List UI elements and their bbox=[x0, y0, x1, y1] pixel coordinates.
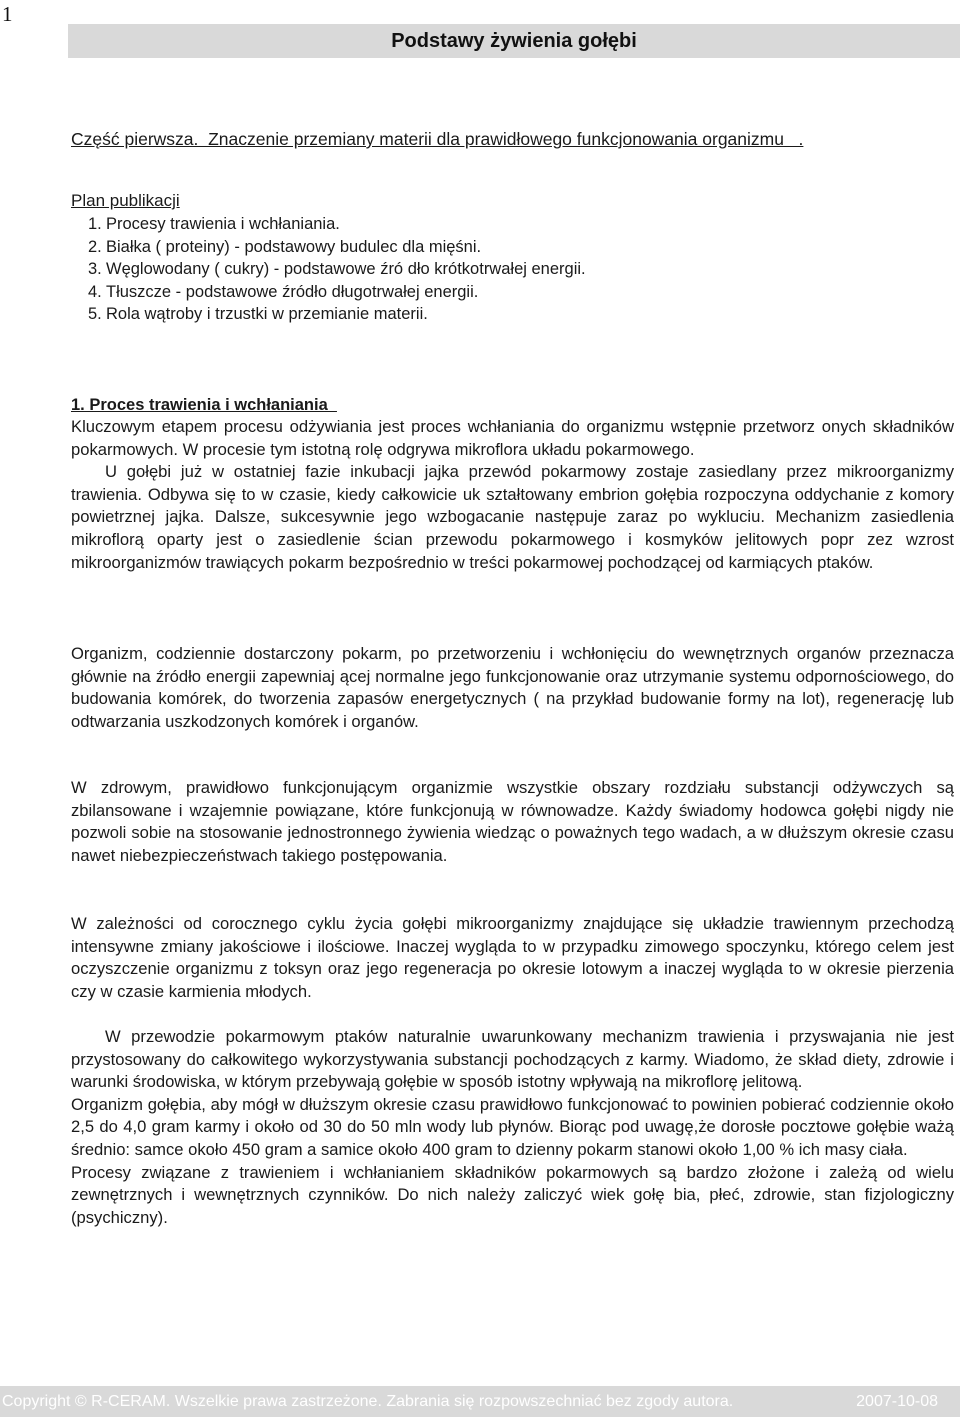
plan-item-text: Procesy trawienia i wchłaniania. bbox=[106, 215, 340, 233]
text-block bbox=[71, 777, 954, 867]
plan-item bbox=[88, 303, 586, 326]
text-block bbox=[71, 643, 954, 733]
paragraph: Kluczowym etapem procesu odżywiania jest proces wchłaniania do organizmu wstępnie przetworz onych składników pokarmowych. W procesie tym istotną rolę odgrywa mikroflora układu pokarmowego. bbox=[71, 417, 954, 459]
plan-header: Plan publikacji bbox=[71, 191, 180, 210]
paragraph: U gołębi już w ostatniej fazie inkubacji jajka przewód pokarmowy zostaje zasiedlany przez mikroorganizmy trawienia. Odbywa się to w czasie, kiedy całkowicie uk ształtowany embrion gołębia rozpoczyna oddychanie z komory powietrznej jajka. Dalsze, sukcesywnie jego wzbogacanie następuje zaraz po wykluciu. Mechanizm zasiedlenia mikroflorą oparty jest o zasiedlenie ścian przewodu pokarmowego i kosmyków jelitowych popr zez wzrost mikroorganizmów trawiących pokarm bezpośrednio w treści pokarmowej pochodzącej od karmiących ptaków. bbox=[71, 462, 954, 572]
copyright-notice: Copyright © R-CERAM. Wszelkie prawa zastrzeżone. Zabrania się rozpowszechniać bez zgody autora. bbox=[2, 1393, 734, 1410]
plan-item-number: 1. bbox=[88, 215, 102, 233]
paragraph: W przewodzie pokarmowym ptaków naturalnie uwarunkowany mechanizm trawienia i przyswajania nie jest przystosowany do całkowitego wykorzystywania substancji pochodzących z karmy. Wiadomo, że skład diety, zdrowie i warunki środowiska, w którym przebywają gołębie w sposób istotny wpływają na mikroflorę jelitową. bbox=[71, 1027, 954, 1092]
footer-date: 2007-10-08 bbox=[856, 1393, 938, 1410]
plan-item bbox=[88, 258, 586, 281]
document-subtitle: Część pierwsza. Znaczenie przemiany materii dla prawidłowego funkcjonowania organizmu . bbox=[71, 129, 804, 149]
text-block bbox=[71, 913, 954, 1003]
text-block bbox=[71, 1026, 954, 1229]
footer bbox=[0, 1386, 960, 1417]
plan-item-text: Białka ( proteiny) - podstawowy budulec dla mięśni. bbox=[106, 237, 482, 256]
section-heading: 1. Proces trawienia i wchłaniania bbox=[71, 396, 337, 414]
paragraph: Procesy związane z trawieniem i wchłanianiem składników pokarmowych są bardzo złożone i zależą od wielu zewnętrznych i wewnętrznych czynników. Do nich należy zaliczyć wiek gołę bia, płeć, zdrowie, stan fizjologiczny (psychiczny). bbox=[71, 1162, 954, 1227]
plan-item-text: Rola wątroby i trzustki w przemianie materii. bbox=[106, 305, 428, 323]
plan-item bbox=[88, 281, 586, 304]
plan-item-text: Tłuszcze - podstawowe źródło długotrwałej energii. bbox=[106, 282, 479, 301]
plan-item-number: 5. bbox=[88, 305, 102, 323]
paragraph: Organizm gołębia, aby mógł w dłuższym okresie czasu prawidłowo funkcjonować to powinien pobierać codziennie około 2,5 do 4,0 gram karmy i około od 30 do 50 mln wody lub płynów. Biorąc pod uwagę,że dorosłe pocztowe gołębie ważą średnio: samce około 450 gram a samice około 400 gram to dzienny pokarm stanowi około 1,00 % ich masy ciała. bbox=[71, 1094, 954, 1159]
paragraph: Organizm, codziennie dostarczony pokarm, po przetworzeniu i wchłonięciu do wewnętrznych organów przeznacza głównie na źródło energii zapewniaj ącej normalne jego funkcjonowanie oraz utrzymanie systemu odpornościowego, do budowania komórek, do tworzenia zapasów energetycznych ( na przykład budowanie formy na lot), regenerację lub odtwarzania uszkodzonych komórek i organów. bbox=[71, 644, 954, 731]
paragraph: W zależności od corocznego cyklu życia gołębi mikroorganizmy znajdujące się układzie trawiennym przechodzą intensywne zmiany jakościowe i ilościowe. Inaczej wygląda to w przypadku zimowego spoczynku, którego celem jest oczyszczenie organizmu z toksyn oraz jego regeneracja po okresie lotowym a inaczej wygląda to w okresie pierzenia czy w czasie karmienia młodych. bbox=[71, 914, 954, 1001]
document-title: Podstawy żywienia gołębi bbox=[68, 24, 960, 58]
plan-list bbox=[88, 213, 586, 326]
plan-item-text: Węglowodany ( cukry) - podstawowe źró dło krótkotrwałej energii. bbox=[106, 260, 586, 278]
page-number: 1 bbox=[2, 2, 13, 26]
plan-item-number: 4. bbox=[88, 282, 102, 301]
text-block bbox=[71, 416, 954, 574]
paragraph: W zdrowym, prawidłowo funkcjonującym organizmie wszystkie obszary rozdziału substancji odżywczych są zbilansowane i wzajemnie powiązane, które funkcjonują w równowadze. Każdy świadomy hodowca gołębi nigdy nie pozwoli sobie na stosowanie jednostronnego żywienia wiedząc o poważnych tego wadach, a w dłuższym okresie czasu nawet niebezpieczeństwach takiego postępowania. bbox=[71, 778, 954, 865]
plan-item bbox=[88, 213, 586, 236]
plan-item-number: 2. bbox=[88, 237, 102, 256]
plan-item bbox=[88, 236, 586, 259]
plan-item-number: 3. bbox=[88, 260, 102, 278]
